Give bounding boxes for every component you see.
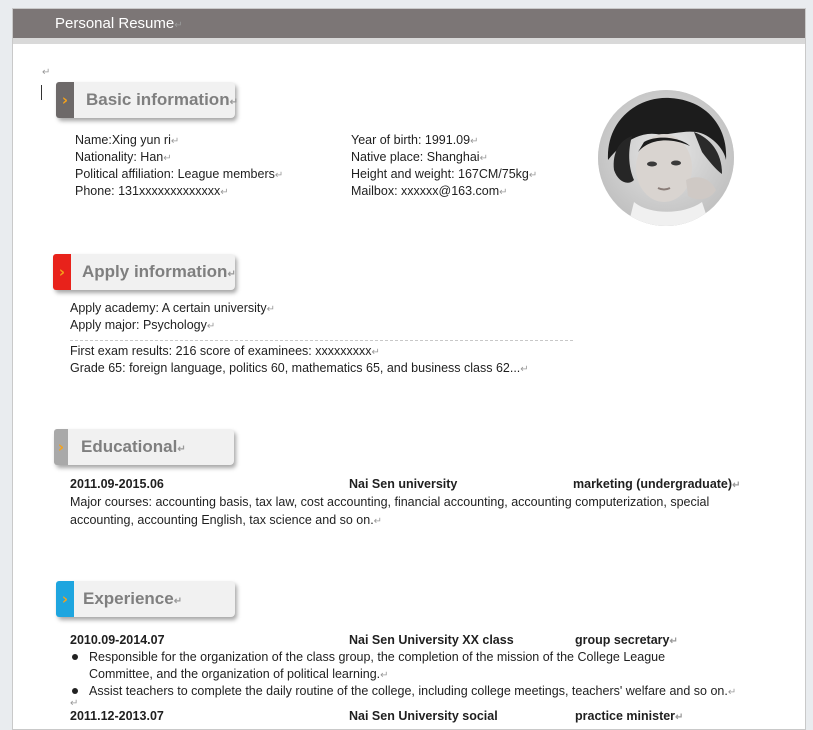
basic-name: Name:Xing yun ri↵: [75, 133, 180, 147]
experience-2-period: 2011.12-2013.07: [70, 709, 164, 723]
chevron-right-icon: ›: [57, 438, 65, 456]
experience-2-org: Nai Sen University social: [349, 709, 498, 723]
education-period: 2011.09-2015.06: [70, 477, 164, 491]
section-title-basic: Basic information↵: [86, 90, 238, 109]
bullet-dot: [72, 688, 78, 694]
basic-nationality: Nationality: Han↵: [75, 150, 172, 164]
apply-first-exam: First exam results: 216 score of examinees: xxxxxxxxx↵: [70, 344, 380, 358]
education-school: Nai Sen university: [349, 477, 458, 491]
paragraph-mark: ↵: [42, 67, 51, 78]
chevron-right-icon: ›: [58, 263, 66, 281]
section-tab-experience: [56, 581, 235, 617]
experience-1-period: 2010.09-2014.07: [70, 633, 165, 647]
education-major: marketing (undergraduate)↵: [573, 477, 741, 491]
basic-mailbox: Mailbox: xxxxxx@163.com↵: [351, 184, 508, 198]
experience-1-org: Nai Sen University XX class: [349, 633, 514, 647]
apply-major: Apply major: Psychology↵: [70, 318, 216, 332]
apply-grade: Grade 65: foreign language, politics 60, mathematics 65, and business class 62...↵: [70, 361, 529, 375]
chevron-right-icon: ›: [61, 590, 69, 608]
experience-1-bullet-2: Assist teachers to complete the daily routine of the college, including college meetings, teachers' welfare and so on.↵: [89, 684, 737, 698]
basic-native: Native place: Shanghai↵: [351, 150, 488, 164]
section-title-experience: Experience↵: [83, 589, 183, 608]
header-underline: [13, 38, 805, 44]
experience-1-bullet-1-line-2: Committee, and the organization of political learning.↵: [89, 667, 389, 681]
section-title-apply: Apply information↵: [82, 262, 236, 281]
dashed-divider: [70, 340, 573, 341]
experience-2-role: practice minister↵: [575, 709, 684, 723]
page-title-text: Personal Resume: [55, 15, 175, 32]
experience-1-bullet-1-line-1: Responsible for the organization of the class group, the completion of the mission of the College League: [89, 650, 666, 664]
resume-page: [12, 8, 806, 730]
chevron-right-icon: ›: [61, 91, 69, 109]
basic-height: Height and weight: 167CM/75kg↵: [351, 167, 538, 181]
paragraph-mark: ↵: [70, 698, 79, 709]
apply-academy: Apply academy: A certain university↵: [70, 301, 276, 315]
section-tab-education: [54, 429, 234, 465]
paragraph-mark: ↵: [174, 20, 183, 31]
section-tab-apply: [53, 254, 235, 290]
basic-political: Political affiliation: League members↵: [75, 167, 284, 181]
education-courses-line-2: accounting, accounting English, tax science and so on.↵: [70, 513, 383, 527]
page-title: [55, 15, 183, 32]
basic-birth: Year of birth: 1991.09↵: [351, 133, 479, 147]
profile-photo: [598, 90, 734, 226]
bullet-dot: [72, 654, 78, 660]
basic-phone: Phone: 131xxxxxxxxxxxxx↵: [75, 184, 229, 198]
education-courses-line-1: Major courses: accounting basis, tax law, cost accounting, financial accounting, accounting computerization, special: [70, 495, 710, 509]
experience-1-role: group secretary↵: [575, 633, 678, 647]
portrait-image: [598, 90, 734, 226]
section-tab-basic: [56, 82, 238, 118]
section-title-education: Educational↵: [81, 437, 186, 456]
text-cursor[interactable]: [41, 85, 42, 100]
